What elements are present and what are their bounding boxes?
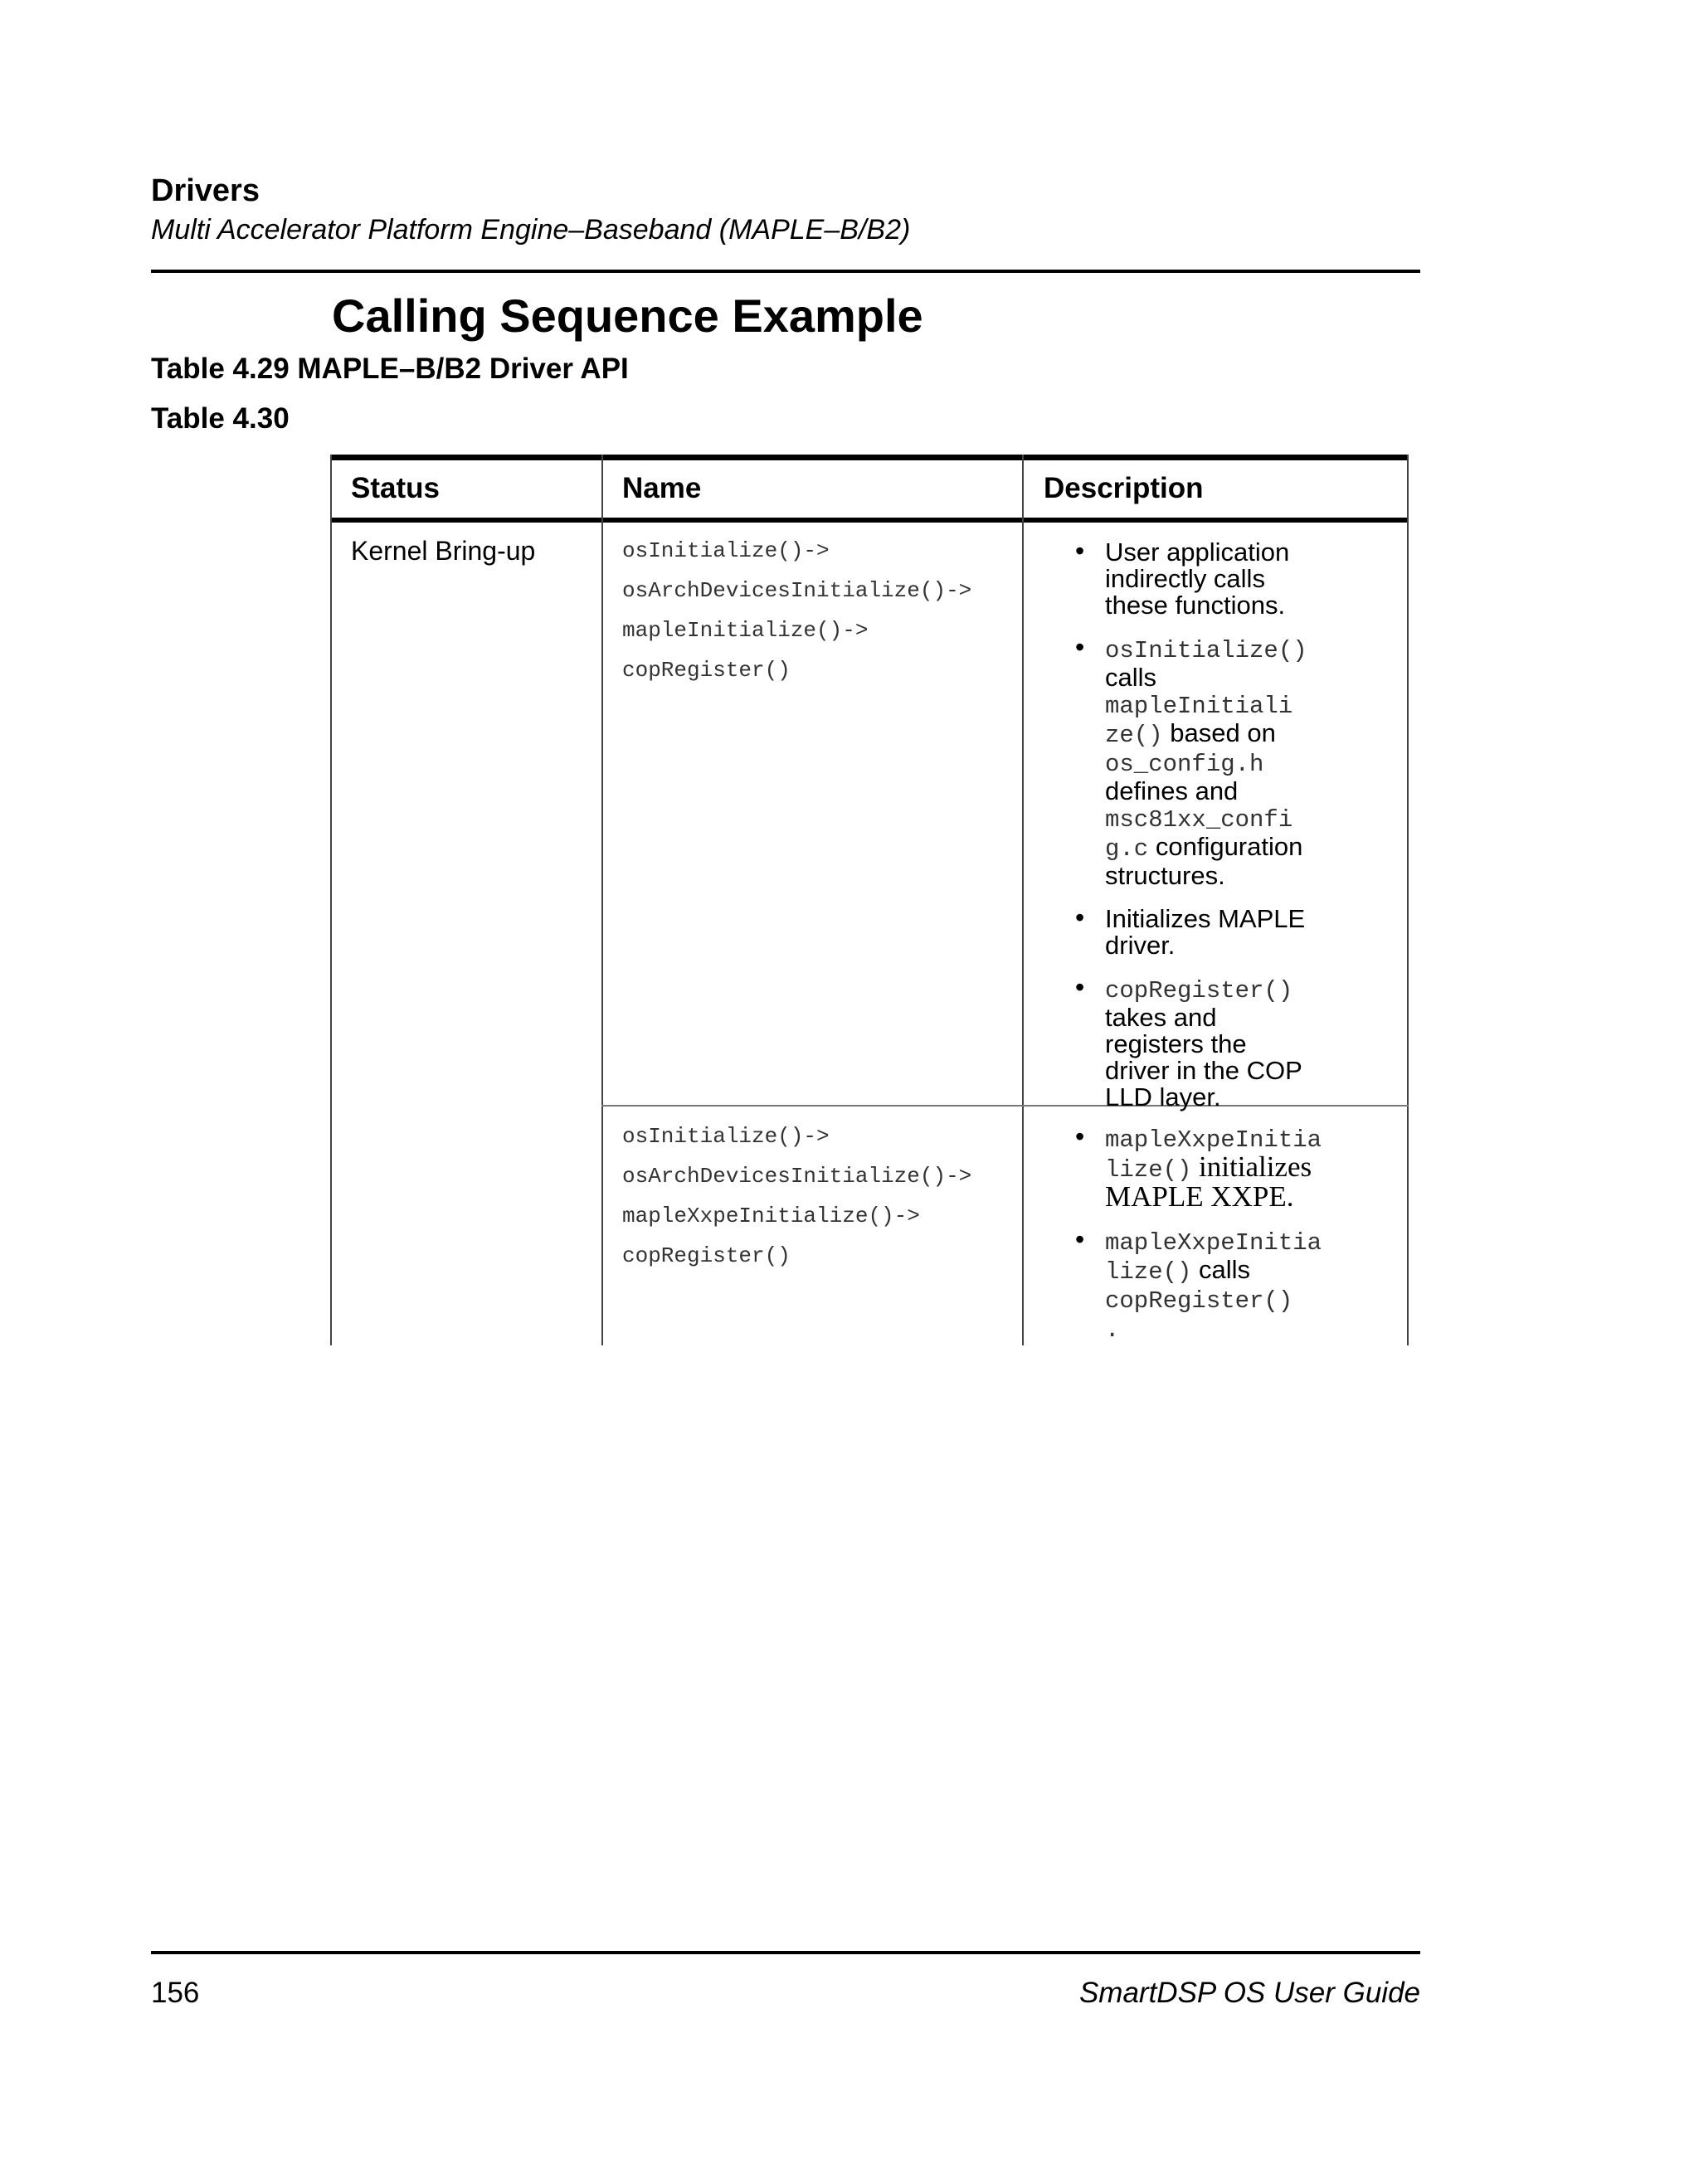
row2-bullet-2: • mapleXxpeInitia lize() calls copRegister() . xyxy=(1075,1224,1322,1344)
table-vline-left xyxy=(330,455,332,1345)
row1-name-line: copRegister() xyxy=(622,658,791,683)
column-header-description: Description xyxy=(1044,472,1204,504)
guide-name: SmartDSP OS User Guide xyxy=(1078,1977,1420,2009)
bullet-icon: • xyxy=(1075,632,1085,662)
page-number: 156 xyxy=(151,1977,200,2009)
row2-name-cell xyxy=(622,1116,971,1276)
row1-bullet-4: • copRegister() takes and registers the driver in the COP LLD layer. xyxy=(1075,972,1302,1111)
code-token: copRegister() xyxy=(1105,1287,1293,1315)
row1-description-cell xyxy=(1075,536,1316,1127)
row2-bullet-1: • mapleXxpeInitia lize() initializes MAPLE XXPE. xyxy=(1075,1121,1322,1213)
row2-name-line: mapleXxpeInitialize()-> xyxy=(622,1204,920,1228)
code-token: mapleInitiali ze() xyxy=(1105,693,1293,749)
row2-name-line: osArchDevicesInitialize()-> xyxy=(622,1164,972,1189)
table-vline-2 xyxy=(1022,455,1024,1345)
row1-name-line: osInitialize()-> xyxy=(622,538,830,563)
row1-bullet-1: • User application indirectly calls these functions. xyxy=(1075,536,1290,620)
table-vline-1 xyxy=(601,455,603,1345)
table-header-rule xyxy=(330,518,1409,523)
code-token: os_config.h xyxy=(1105,751,1264,778)
row2-name-line: osInitialize()-> xyxy=(622,1124,830,1149)
row1-name-line: osArchDevicesInitialize()-> xyxy=(622,578,972,603)
row1-name-line: mapleInitialize()-> xyxy=(622,618,869,643)
code-token: copRegister() xyxy=(1105,977,1293,1004)
table-caption-4-29: Table 4.29 MAPLE–B/B2 Driver API xyxy=(151,353,629,385)
row2-description-cell xyxy=(1075,1121,1322,1360)
section-title: Calling Sequence Example xyxy=(332,289,923,342)
bullet-icon: • xyxy=(1075,536,1085,566)
code-token: mapleXxpeInitia lize() xyxy=(1105,1126,1322,1184)
table-top-rule xyxy=(330,455,1409,460)
header-rule xyxy=(151,270,1420,273)
table-vline-right xyxy=(1407,455,1409,1345)
row1-name-cell xyxy=(622,531,971,690)
chapter-subtitle: Multi Accelerator Platform Engine–Baseband (MAPLE–B/B2) xyxy=(151,214,911,246)
row2-name-line: copRegister() xyxy=(622,1243,791,1268)
driver-api-table xyxy=(330,455,1409,1345)
bullet-icon: • xyxy=(1075,972,1085,1002)
code-token: mapleXxpeInitia lize() xyxy=(1105,1229,1322,1286)
row1-bullet-3: • Initializes MAPLE driver. xyxy=(1075,902,1306,960)
footer-rule xyxy=(151,1951,1420,1954)
bullet-icon: • xyxy=(1075,902,1085,932)
status-cell: Kernel Bring-up xyxy=(351,536,536,566)
code-token: msc81xx_confi g.c xyxy=(1105,806,1293,863)
bullet-icon: • xyxy=(1075,1121,1085,1151)
column-header-status: Status xyxy=(351,472,440,504)
column-header-name: Name xyxy=(622,472,702,504)
chapter-title: Drivers xyxy=(151,173,260,208)
table-caption-4-30: Table 4.30 xyxy=(151,402,290,435)
code-token: osInitialize() xyxy=(1105,637,1307,664)
bullet-icon: • xyxy=(1075,1224,1085,1254)
row1-bullet-2: • osInitialize() calls mapleInitiali ze() based on os_config.h defines and msc81xx_confi g.c configuration structures. xyxy=(1075,632,1307,890)
